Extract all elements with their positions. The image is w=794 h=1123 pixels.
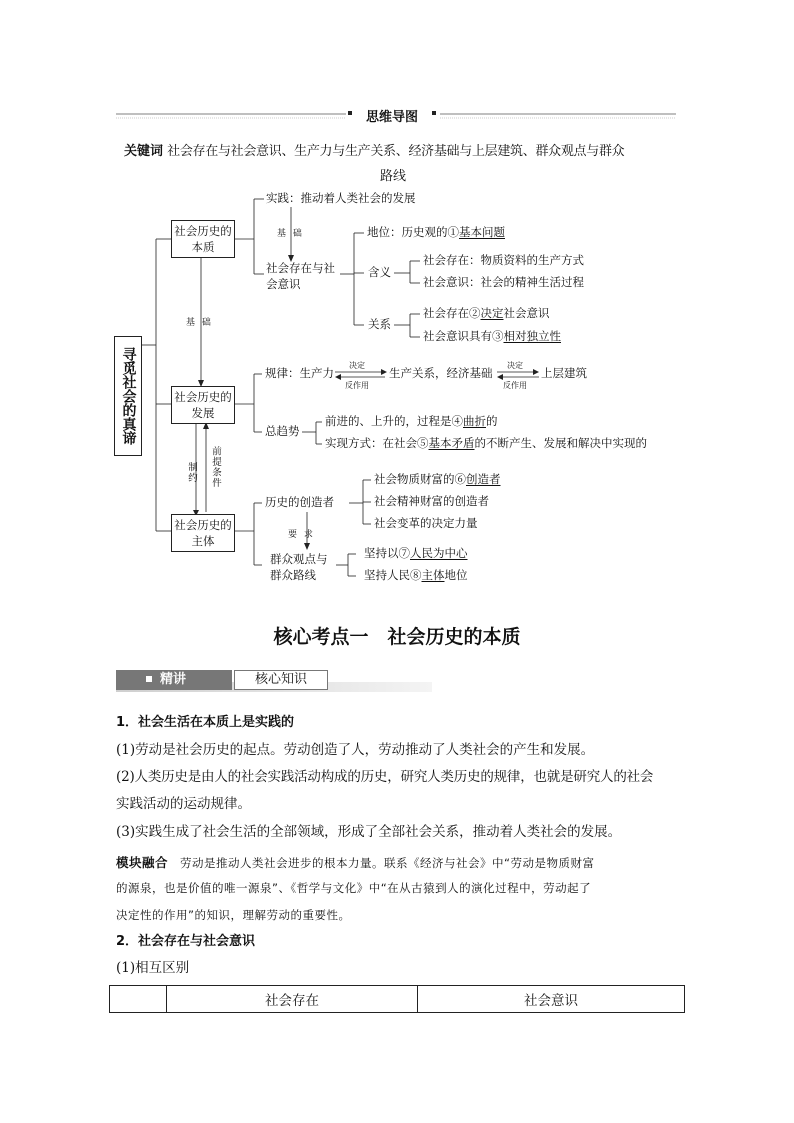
link-label-basis-2: 基 础 <box>277 229 304 239</box>
creator-1a: 社会物质财富的⑥ <box>374 472 466 486</box>
table-header-empty <box>110 986 167 1013</box>
heading-2: 2．社会存在与社会意识 <box>116 934 256 949</box>
keywords-line <box>124 140 624 159</box>
trend-2a: 实现方式：在社会⑤ <box>325 436 429 450</box>
banner-right: 核心知识 <box>234 670 328 690</box>
banner-square-icon <box>146 676 152 682</box>
practice-text: 实践：推动着人类社会的发展 <box>266 191 416 205</box>
law-decide-1: 决定 <box>349 361 365 370</box>
module-line-2: 的源泉，也是价值的唯一源泉”、《哲学与文化》中“在从古猿到人的演化过程中，劳动起了 <box>116 881 592 895</box>
mass-1b: 人民为中心 <box>410 546 468 560</box>
creator-1b: 创造者 <box>466 472 501 486</box>
position-text <box>367 227 505 239</box>
mindmap-root: 寻觅社会的真谛 <box>114 336 142 456</box>
section-banner <box>116 670 432 692</box>
link-label-premise: 前提条件 <box>210 446 221 488</box>
relation-1b: 决定 <box>480 306 504 320</box>
law-relations-base: 生产关系，经济基础 <box>389 366 493 380</box>
relation-determine <box>423 308 550 320</box>
creator-decisive: 社会变革的决定力量 <box>374 516 478 530</box>
link-label-basis-1: 基 础 <box>186 318 213 328</box>
mass-1a: 坚持以⑦ <box>364 546 410 560</box>
mass-2a: 坚持人民⑧ <box>364 568 422 582</box>
trend-realization <box>325 438 647 450</box>
mass-2c: 地位 <box>444 568 468 582</box>
law-decide-2: 决定 <box>507 361 523 370</box>
meaning-existence: 社会存在：物质资料的生产方式 <box>423 253 584 267</box>
comparison-table <box>109 985 685 1013</box>
node-social-history-development: 社会历史的发展 <box>171 386 235 424</box>
module-label: 模块融合 <box>116 855 169 870</box>
link-label-requirement: 要 求 <box>288 530 315 540</box>
subheading-1: (1)相互区别 <box>116 960 190 976</box>
section-title: 核心考点一 社会历史的本质 <box>273 626 521 648</box>
law-superstructure: 上层建筑 <box>541 366 587 380</box>
paragraph-3: (3)实践生成了社会生活的全部领域，形成了全部社会关系，推动着人类社会的发展。 <box>116 824 622 840</box>
position-answer: 基本问题 <box>459 225 505 239</box>
heading-1: 1．社会生活在本质上是实践的 <box>116 715 295 730</box>
table-header-consciousness: 社会意识 <box>418 986 685 1013</box>
meaning-consciousness: 社会意识：社会的精神生活过程 <box>423 275 584 289</box>
law-react-1: 反作用 <box>345 381 369 390</box>
banner-left-label: 精讲 <box>160 672 187 687</box>
relation-independence <box>423 331 561 343</box>
mass-2b: 主体 <box>421 568 445 582</box>
trend-2b: 基本矛盾 <box>428 436 475 450</box>
law-react-2: 反作用 <box>503 381 527 390</box>
keywords-label: 关键词 <box>124 144 164 159</box>
node-social-history-subject: 社会历史的主体 <box>171 514 235 552</box>
table-header-existence: 社会存在 <box>167 986 418 1013</box>
mass-people-centered <box>364 548 468 560</box>
trend-label: 总趋势 <box>265 424 300 438</box>
module-text-a: 劳动是推动人类社会进步的根本力量。联系《经济与社会》中“劳动是物质财富 <box>180 856 595 870</box>
position-label: 地位：历史观的① <box>367 225 459 239</box>
table-header-row <box>110 986 685 1013</box>
relation-1a: 社会存在② <box>423 306 481 320</box>
paragraph-1: (1)劳动是社会历史的起点。劳动创造了人，劳动推动了人类社会的产生和发展。 <box>116 742 595 758</box>
module-line-3: 决定性的作用”的知识，理解劳动的重要性。 <box>116 908 351 922</box>
keywords-line-2: 路线 <box>380 169 407 184</box>
trend-1a: 前进的、上升的，过程是④ <box>325 414 463 428</box>
creator-label: 历史的创造者 <box>265 495 334 509</box>
trend-forward <box>325 416 498 428</box>
mass-line-node: 群众观点与群众路线 <box>270 552 328 582</box>
relation-2b: 相对独立性 <box>503 329 561 343</box>
node-social-history-essence: 社会历史的本质 <box>171 220 235 258</box>
trend-1c: 的 <box>486 414 498 428</box>
mindmap-header: 思维导图 <box>365 110 418 125</box>
meaning-label: 含义 <box>368 265 391 279</box>
relation-label: 关系 <box>368 317 391 331</box>
relation-1c: 社会意识 <box>503 306 550 320</box>
banner-left <box>116 670 232 690</box>
paragraph-2a: (2)人类历史是由人的社会实践活动构成的历史，研究人类历史的规律，也就是研究人的社会 <box>116 769 654 785</box>
relation-2a: 社会意识具有③ <box>423 329 504 343</box>
paragraph-2b: 实践活动的运动规律。 <box>116 796 251 812</box>
link-label-restrict: 制约 <box>186 462 197 483</box>
creator-material <box>374 474 501 486</box>
law-productivity: 规律：生产力 <box>265 366 334 380</box>
keywords-text: 社会存在与社会意识、生产力与生产关系、经济基础与上层建筑、群众观点与群众 <box>167 144 625 159</box>
creator-spiritual: 社会精神财富的创造者 <box>374 494 489 508</box>
trend-2c: 的不断产生、发展和解决中实现的 <box>474 436 647 450</box>
existence-consciousness-node: 社会存在与社会意识 <box>266 261 335 291</box>
trend-1b: 曲折 <box>463 414 486 428</box>
module-line-1 <box>116 853 594 871</box>
mass-people-subject <box>364 570 468 582</box>
